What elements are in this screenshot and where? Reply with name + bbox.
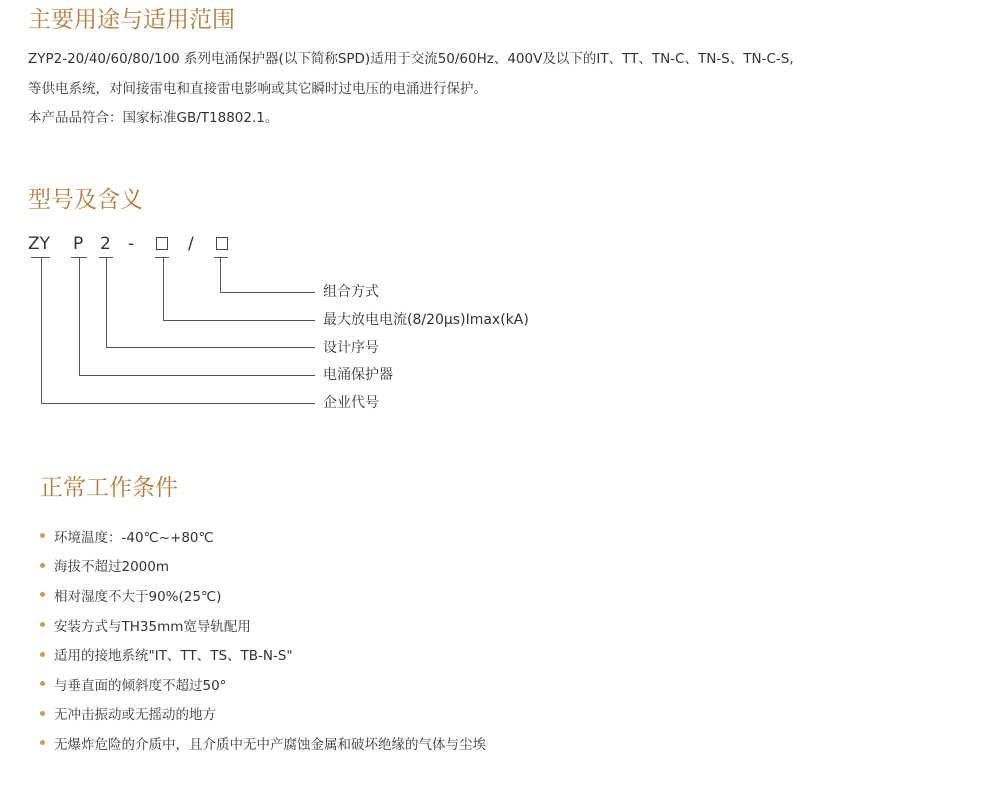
list-item	[40, 728, 486, 758]
condition-text: 相对湿度不大于90%(25℃)	[54, 588, 222, 605]
model-code-dash: -	[128, 234, 135, 254]
model-code-p: P	[73, 234, 84, 254]
condition-text: 与垂直面的倾斜度不超过50°	[54, 677, 227, 694]
label-surge-protector: 电涌保护器	[323, 367, 393, 383]
model-code-zy: ZY	[28, 234, 51, 254]
condition-text: 安装方式与TH35mm宽导轨配用	[54, 618, 251, 635]
bracket-design	[107, 258, 316, 348]
label-combination: 组合方式	[323, 284, 379, 300]
bracket-combination	[221, 258, 316, 293]
bullet-icon	[40, 563, 45, 568]
bracket-company	[42, 258, 316, 404]
list-item	[40, 669, 486, 699]
model-code-2: 2	[100, 234, 111, 254]
conditions-list	[40, 521, 486, 758]
condition-text: 环境温度：-40℃~+80℃	[54, 529, 214, 546]
list-item	[40, 521, 486, 551]
list-item	[40, 610, 486, 640]
list-item	[40, 699, 486, 729]
condition-text: 无冲击振动或无摇动的地方	[54, 707, 216, 724]
list-item	[40, 551, 486, 581]
bullet-icon	[40, 652, 45, 657]
condition-text: 无爆炸危险的介质中，且介质中无中产腐蚀金属和破坏绝缘的气体与尘埃	[54, 736, 486, 753]
bracket-spd	[80, 258, 316, 376]
label-max-current: 最大放电电流(8/20μs)Imax(kA)	[323, 312, 529, 328]
bullet-icon	[40, 711, 45, 716]
bracket-current	[164, 258, 316, 321]
list-item	[40, 639, 486, 669]
condition-text: 海拔不超过2000m	[54, 559, 170, 576]
bullet-icon	[40, 740, 45, 745]
section-title-conditions: 正常工作条件	[40, 475, 178, 501]
bullet-icon	[40, 592, 45, 597]
section-title-usage: 主要用途与适用范围	[28, 7, 235, 33]
bullet-icon	[40, 622, 45, 627]
label-design-number: 设计序号	[323, 340, 379, 356]
usage-line-2: 等供电系统，对间接雷电和直接雷电影响或其它瞬时过电压的电涌进行保护。	[28, 81, 487, 97]
bullet-icon	[40, 533, 45, 538]
bullet-icon	[40, 681, 45, 686]
condition-text: 适用的接地系统"IT、TT、TS、TB-N-S"	[54, 648, 293, 665]
usage-line-3: 本产品品符合：国家标准GB/T18802.1。	[28, 110, 279, 126]
label-company-code: 企业代号	[323, 395, 379, 411]
model-code-slash: /	[188, 234, 194, 254]
section-title-model: 型号及含义	[28, 187, 143, 213]
list-item	[40, 580, 486, 610]
usage-line-1: ZYP2-20/40/60/80/100 系列电涌保护器(以下简称SPD)适用于交流50/60Hz、400V及以下的IT、TT、TN-C、TN-S、TN-C-S,	[28, 51, 794, 67]
